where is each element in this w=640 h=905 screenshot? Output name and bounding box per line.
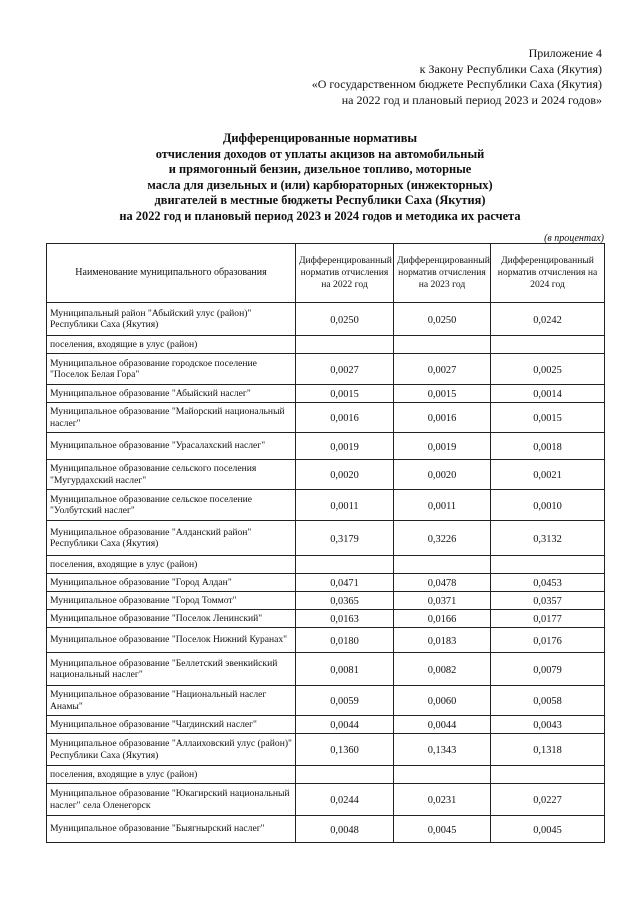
value-2022-cell: 0,1360 — [296, 734, 394, 766]
table-header-row — [47, 244, 605, 303]
title-line: Дифференцированные нормативы — [222, 131, 418, 145]
appendix-line: «О государственном бюджете Республики Саха (Якутия) — [311, 77, 602, 91]
norms-table — [46, 243, 605, 843]
value-2023-cell: 0,0027 — [394, 354, 491, 385]
title-line: отчисления доходов от уплаты акцизов на автомобильный — [155, 146, 485, 161]
value-2023-cell: 0,1343 — [394, 734, 491, 766]
value-2022-cell: 0,0250 — [296, 303, 394, 336]
value-2024-cell: 0,0021 — [491, 460, 605, 490]
value-2024-cell: 0,0043 — [491, 716, 605, 734]
table-row — [47, 610, 605, 628]
name-cell: поселения, входящие в улус (район) — [47, 556, 296, 574]
header-2024: Дифференцированный норматив отчисления на 2024 год — [491, 244, 605, 303]
table-row — [47, 460, 605, 490]
name-cell: Муниципальное образование "Юкагирский национальный наслег" села Оленегорск — [47, 784, 296, 816]
value-2024-cell: 0,0177 — [491, 610, 605, 628]
value-2023-cell: 0,0250 — [394, 303, 491, 336]
value-2023-cell: 0,0045 — [394, 816, 491, 843]
name-cell: Муниципальное образование "Алданский район" Республики Саха (Якутия) — [47, 521, 296, 556]
value-2024-cell: 0,0015 — [491, 403, 605, 433]
value-2023-cell: 0,0478 — [394, 574, 491, 592]
table-row — [47, 354, 605, 385]
value-2024-cell: 0,0018 — [491, 433, 605, 460]
name-cell: Муниципальное образование "Быягнырский наслег" — [47, 816, 296, 843]
name-cell: Муниципальное образование "Майорский национальный наслег" — [47, 403, 296, 433]
value-2022-cell: 0,0180 — [296, 628, 394, 653]
value-2022-cell: 0,0020 — [296, 460, 394, 490]
name-cell: Муниципальное образование "Национальный наслег Анамы" — [47, 686, 296, 716]
table-row — [47, 716, 605, 734]
value-2023-cell: 0,0044 — [394, 716, 491, 734]
value-2023-cell: 0,0016 — [394, 403, 491, 433]
value-2022-cell: 0,0081 — [296, 653, 394, 686]
value-2023-cell: 0,0371 — [394, 592, 491, 610]
name-cell: Муниципальное образование "Поселок Ленинский" — [47, 610, 296, 628]
table-row — [47, 784, 605, 816]
value-2024-cell: 0,0014 — [491, 385, 605, 403]
value-2023-cell — [394, 766, 491, 784]
table-row — [47, 521, 605, 556]
table-row — [47, 628, 605, 653]
value-2022-cell: 0,0019 — [296, 433, 394, 460]
value-2022-cell: 0,0027 — [296, 354, 394, 385]
value-2023-cell: 0,0082 — [394, 653, 491, 686]
value-2022-cell: 0,0365 — [296, 592, 394, 610]
table-row — [47, 816, 605, 843]
value-2023-cell: 0,0020 — [394, 460, 491, 490]
value-2022-cell: 0,0059 — [296, 686, 394, 716]
value-2024-cell: 0,0058 — [491, 686, 605, 716]
title-line: масла для дизельных и (или) карбюраторных (инжекторных) — [147, 177, 493, 192]
value-2024-cell: 0,0176 — [491, 628, 605, 653]
value-2024-cell: 0,0357 — [491, 592, 605, 610]
value-2022-cell: 0,0048 — [296, 816, 394, 843]
title-line: двигателей в местные бюджеты Республики Саха (Якутия) — [154, 193, 486, 208]
value-2023-cell: 0,0019 — [394, 433, 491, 460]
name-cell: Муниципальное образование сельского поселения "Мугурдахский наслег" — [47, 460, 296, 490]
value-2023-cell: 0,0011 — [394, 490, 491, 521]
value-2023-cell: 0,0166 — [394, 610, 491, 628]
header-name: Наименование муниципального образования — [47, 244, 296, 303]
appendix-header — [202, 46, 602, 108]
name-cell: Муниципальное образование "Чагдинский наслег" — [47, 716, 296, 734]
table-row — [47, 686, 605, 716]
value-2024-cell — [491, 336, 605, 354]
value-2022-cell — [296, 336, 394, 354]
name-cell: Муниципальное образование "Урасалахский наслег" — [47, 433, 296, 460]
appendix-line: к Закону Республики Саха (Якутия) — [419, 61, 602, 76]
value-2022-cell: 0,0244 — [296, 784, 394, 816]
header-2022: Дифференцированный норматив отчисления на 2022 год — [296, 244, 394, 303]
name-cell: Муниципальный район "Абыйский улус (район)" Республики Саха (Якутия) — [47, 303, 296, 336]
table-row — [47, 403, 605, 433]
value-2023-cell: 0,0015 — [394, 385, 491, 403]
table-row — [47, 336, 605, 354]
value-2022-cell: 0,0471 — [296, 574, 394, 592]
table-row — [47, 556, 605, 574]
value-2022-cell: 0,0016 — [296, 403, 394, 433]
value-2023-cell — [394, 556, 491, 574]
value-2024-cell: 0,0242 — [491, 303, 605, 336]
name-cell: Муниципальное образование "Абыйский наслег" — [47, 385, 296, 403]
table-row — [47, 734, 605, 766]
value-2024-cell — [491, 556, 605, 574]
value-2022-cell — [296, 766, 394, 784]
value-2022-cell: 0,3179 — [296, 521, 394, 556]
table-row — [47, 653, 605, 686]
value-2024-cell: 0,0453 — [491, 574, 605, 592]
value-2023-cell: 0,3226 — [394, 521, 491, 556]
value-2024-cell: 0,3132 — [491, 521, 605, 556]
value-2022-cell: 0,0015 — [296, 385, 394, 403]
value-2023-cell — [394, 336, 491, 354]
value-2022-cell: 0,0163 — [296, 610, 394, 628]
value-2023-cell: 0,0231 — [394, 784, 491, 816]
name-cell: Муниципальное образование "Беллетский эвенкийский национальный наслег" — [47, 653, 296, 686]
value-2024-cell: 0,0045 — [491, 816, 605, 843]
value-2024-cell: 0,0079 — [491, 653, 605, 686]
value-2023-cell: 0,0183 — [394, 628, 491, 653]
title-line: на 2022 год и плановый период 2023 и 2024 годов и методика их расчета — [119, 208, 521, 223]
title-line: и прямогонный бензин, дизельное топливо, моторные — [168, 162, 472, 177]
value-2024-cell: 0,0010 — [491, 490, 605, 521]
value-2022-cell: 0,0044 — [296, 716, 394, 734]
value-2022-cell: 0,0011 — [296, 490, 394, 521]
value-2024-cell: 0,0025 — [491, 354, 605, 385]
value-2024-cell: 0,0227 — [491, 784, 605, 816]
name-cell: Муниципальное образование сельское поселение "Уолбутский наслег" — [47, 490, 296, 521]
appendix-line: Приложение 4 — [528, 46, 602, 60]
table-row — [47, 766, 605, 784]
name-cell: Муниципальное образование "Город Алдан" — [47, 574, 296, 592]
table-row — [47, 592, 605, 610]
name-cell: поселения, входящие в улус (район) — [47, 336, 296, 354]
document-title — [60, 131, 580, 225]
table-row — [47, 574, 605, 592]
value-2022-cell — [296, 556, 394, 574]
table-row — [47, 385, 605, 403]
unit-note: (в процентах) — [544, 233, 604, 244]
header-2023: Дифференцированный норматив отчисления на 2023 год — [394, 244, 491, 303]
value-2023-cell: 0,0060 — [394, 686, 491, 716]
value-2024-cell: 0,1318 — [491, 734, 605, 766]
name-cell: Муниципальное образование городское поселение "Поселок Белая Гора" — [47, 354, 296, 385]
name-cell: поселения, входящие в улус (район) — [47, 766, 296, 784]
table-row — [47, 433, 605, 460]
appendix-line: на 2022 год и плановый период 2023 и 2024 годов» — [341, 92, 602, 107]
value-2024-cell — [491, 766, 605, 784]
name-cell: Муниципальное образование "Аллаиховский улус (район)" Республики Саха (Якутия) — [47, 734, 296, 766]
table-row — [47, 490, 605, 521]
name-cell: Муниципальное образование "Город Томмот" — [47, 592, 296, 610]
table-row — [47, 303, 605, 336]
name-cell: Муниципальное образование "Поселок Нижний Куранах" — [47, 628, 296, 653]
